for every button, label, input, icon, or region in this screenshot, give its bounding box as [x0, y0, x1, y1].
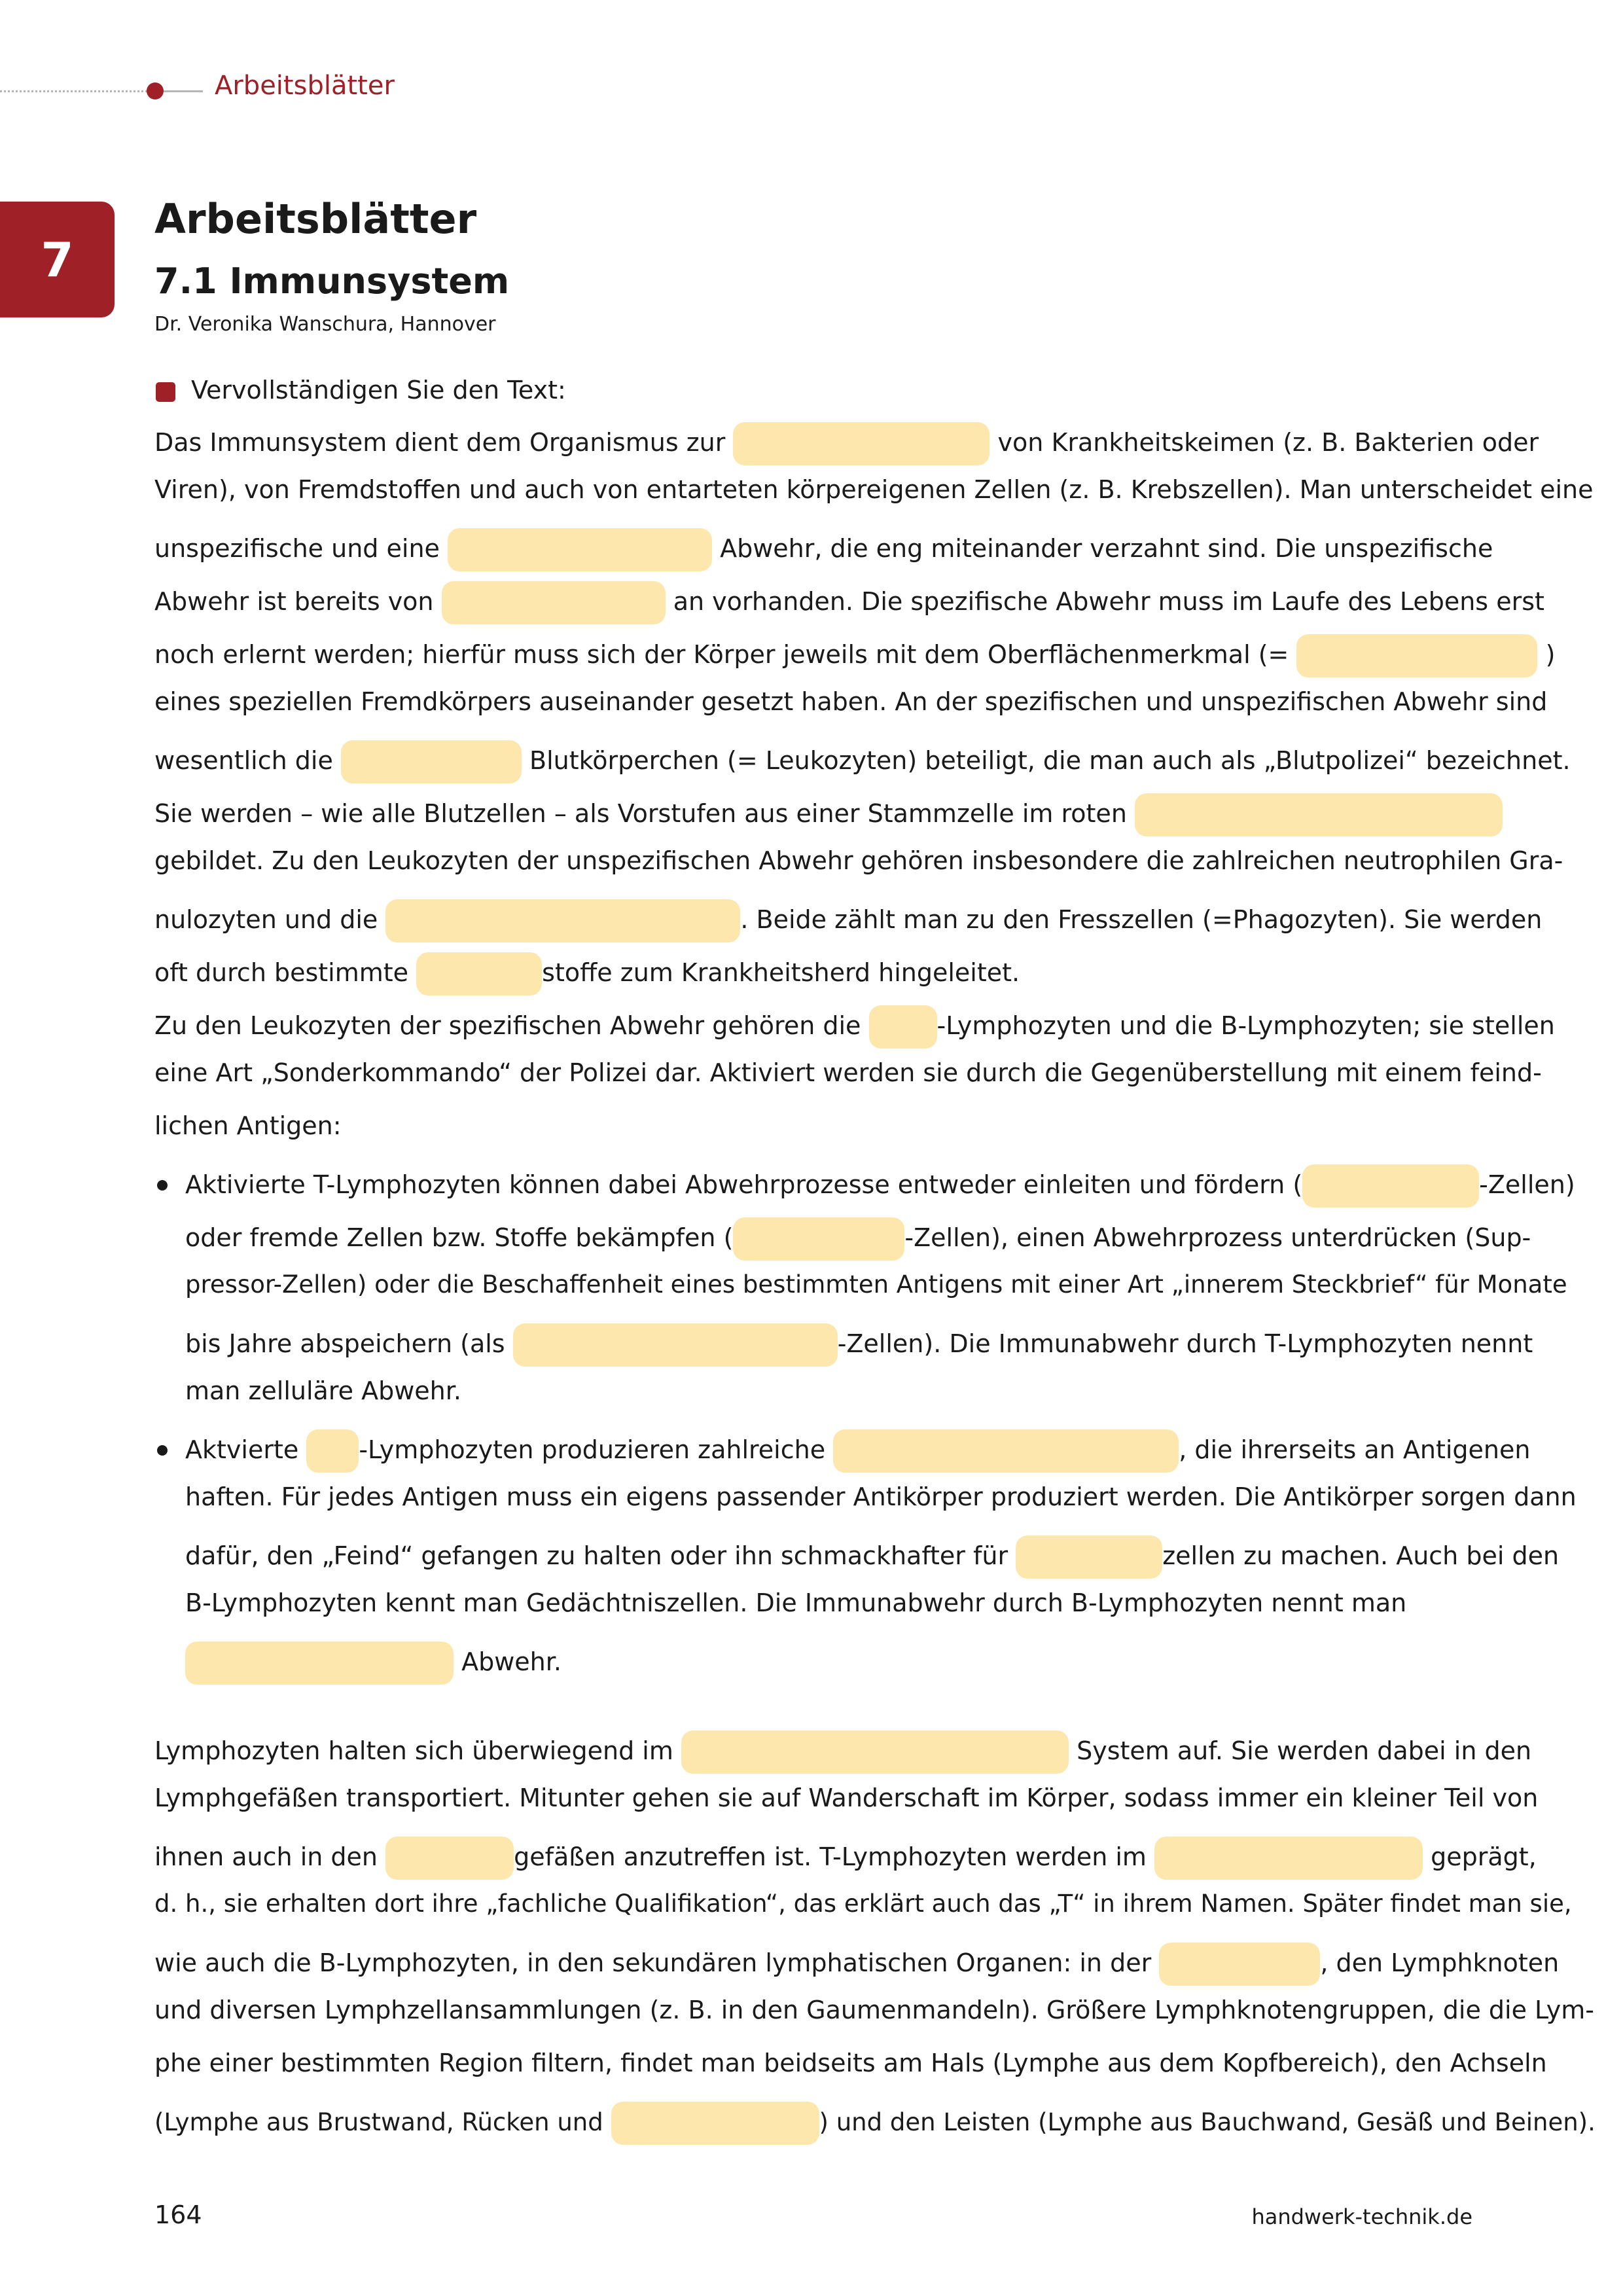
- text-line: [154, 793, 1503, 836]
- fill-blank[interactable]: [513, 1323, 838, 1367]
- text-fragment: -Zellen): [1479, 1170, 1575, 1199]
- text-fragment: unspezifische und eine: [154, 534, 440, 563]
- text-line: [154, 1005, 1555, 1049]
- text-fragment: -Zellen), einen Abwehrprozess unterdrücken (Sup-: [904, 1223, 1531, 1252]
- text-line: [185, 1164, 1575, 1208]
- text-fragment: , den Lymphknoten: [1320, 1948, 1560, 1977]
- fill-blank[interactable]: [1296, 634, 1537, 677]
- text-line: man zelluläre Abwehr.: [185, 1376, 461, 1405]
- text-line: B-Lymphozyten kennt man Gedächtniszellen. Die Immunabwehr durch B-Lymphozyten nennt man: [185, 1588, 1407, 1617]
- instruction-text: Vervollständigen Sie den Text:: [191, 376, 566, 404]
- text-fragment: gefäßen anzutreffen ist. T-Lymphozyten werden im: [514, 1842, 1147, 1871]
- fill-blank[interactable]: [869, 1005, 937, 1049]
- text-fragment: ): [1545, 640, 1556, 669]
- text-line: Lymphgefäßen transportiert. Mitunter gehen sie auf Wanderschaft im Körper, sodass immer ein kleiner Teil von: [154, 1784, 1539, 1812]
- fill-blank[interactable]: [185, 1641, 454, 1685]
- text-line: [185, 1217, 1531, 1261]
- page-number: 164: [154, 2200, 202, 2229]
- text-line: eine Art „Sonderkommando“ der Polizei dar. Aktiviert werden sie durch die Gegenüberstellung mit einem feind-: [154, 1058, 1542, 1087]
- text-line: phe einer bestimmten Region filtern, findet man beidseits am Hals (Lymphe aus dem Kopfbereich), den Achseln: [154, 2049, 1547, 2077]
- text-line: [154, 2102, 1596, 2145]
- fill-blank[interactable]: [385, 1837, 514, 1880]
- chapter-title: Arbeitsblätter: [154, 195, 477, 243]
- running-header: Arbeitsblätter: [215, 71, 395, 101]
- text-fragment: , die ihrerseits an Antigenen: [1179, 1435, 1531, 1464]
- text-fragment: dafür, den „Feind“ gefangen zu halten oder ihn schmackhafter für: [185, 1541, 1008, 1570]
- publisher-website: handwerk-technik.de: [1251, 2204, 1472, 2229]
- text-line: [154, 528, 1493, 571]
- text-fragment: bis Jahre abspeichern (als: [185, 1329, 505, 1358]
- text-line: lichen Antigen:: [154, 1111, 342, 1140]
- text-fragment: ) und den Leisten (Lymphe aus Bauchwand, Gesäß und Beinen).: [819, 2108, 1596, 2136]
- text-line: und diversen Lymphzellansammlungen (z. B. in den Gaumenmandeln). Größere Lymphknotengruppen, die die Lym-: [154, 1996, 1594, 2024]
- text-fragment: noch erlernt werden; hierfür muss sich der Körper jeweils mit dem Oberflächenmerkmal (=: [154, 640, 1289, 669]
- text-line: [154, 422, 1539, 465]
- text-line: [185, 1535, 1559, 1579]
- fill-blank[interactable]: [341, 740, 522, 783]
- fill-blank[interactable]: [611, 2102, 819, 2145]
- text-line: [185, 1429, 1530, 1473]
- fill-blank[interactable]: [1135, 793, 1503, 836]
- text-fragment: geprägt,: [1431, 1842, 1537, 1871]
- fill-blank[interactable]: [733, 1217, 904, 1261]
- text-line: [154, 1837, 1537, 1880]
- text-fragment: -Zellen). Die Immunabwehr durch T-Lymphozyten nennt: [837, 1329, 1533, 1358]
- text-line: [185, 1323, 1533, 1367]
- text-line: [185, 1641, 562, 1685]
- text-fragment: oder fremde Zellen bzw. Stoffe bekämpfen (: [185, 1223, 734, 1252]
- text-fragment: Zu den Leukozyten der spezifischen Abwehr gehören die: [154, 1011, 861, 1040]
- header-dot-marker: [147, 82, 164, 99]
- author-line: Dr. Veronika Wanschura, Hannover: [154, 313, 496, 336]
- bullet-icon: [157, 1180, 168, 1191]
- text-fragment: wesentlich die: [154, 746, 333, 775]
- fill-blank[interactable]: [1302, 1164, 1479, 1208]
- section-title: 7.1 Immunsystem: [154, 260, 510, 302]
- fill-blank[interactable]: [1016, 1535, 1162, 1579]
- fill-blank[interactable]: [681, 1731, 1069, 1774]
- fill-blank[interactable]: [448, 528, 712, 571]
- text-fragment: Aktvierte: [185, 1435, 299, 1464]
- text-line: d. h., sie erhalten dort ihre „fachliche Qualifikation“, das erklärt auch das „T“ in ihrem Namen. Später findet man sie,: [154, 1890, 1572, 1918]
- text-fragment: nulozyten und die: [154, 905, 378, 934]
- text-line: [154, 952, 1020, 996]
- text-line: haften. Für jedes Antigen muss ein eigens passender Antikörper produziert werden. Die Antikörper sorgen dann: [185, 1482, 1577, 1511]
- header-dotted-rule: [0, 90, 155, 92]
- text-line: [154, 740, 1571, 783]
- text-fragment: (Lymphe aus Brustwand, Rücken und: [154, 2108, 603, 2136]
- fill-blank[interactable]: [833, 1429, 1179, 1473]
- fill-blank[interactable]: [416, 952, 542, 996]
- text-fragment: oft durch bestimmte: [154, 958, 409, 987]
- text-line: [154, 1943, 1559, 1986]
- fill-blank[interactable]: [442, 581, 666, 624]
- text-line: Viren), von Fremdstoffen und auch von entarteten körpereigenen Zellen (z. B. Krebszellen). Man unterscheidet eine: [154, 475, 1594, 504]
- text-fragment: Lymphozyten halten sich überwiegend im: [154, 1736, 673, 1765]
- text-fragment: stoffe zum Krankheitsherd hingeleitet.: [542, 958, 1020, 987]
- text-fragment: System auf. Sie werden dabei in den: [1077, 1736, 1532, 1765]
- text-line: [154, 899, 1542, 942]
- header-rule-segment: [164, 90, 203, 92]
- text-line: gebildet. Zu den Leukozyten der unspezifischen Abwehr gehören insbesondere die zahlreichen neutrophilen Gra-: [154, 846, 1563, 875]
- text-line: [154, 634, 1555, 677]
- chapter-number-tab: 7: [0, 202, 115, 317]
- text-fragment: Abwehr.: [461, 1647, 562, 1676]
- text-fragment: zellen zu machen. Auch bei den: [1162, 1541, 1560, 1570]
- bullet-icon: [157, 1445, 168, 1456]
- text-fragment: . Beide zählt man zu den Fresszellen (=Phagozyten). Sie werden: [740, 905, 1543, 934]
- text-fragment: von Krankheitskeimen (z. B. Bakterien oder: [997, 428, 1539, 457]
- text-fragment: ihnen auch in den: [154, 1842, 378, 1871]
- text-fragment: Aktivierte T-Lymphozyten können dabei Abwehrprozesse entweder einleiten und fördern (: [185, 1170, 1303, 1199]
- text-fragment: Sie werden – wie alle Blutzellen – als Vorstufen aus einer Stammzelle im roten: [154, 799, 1127, 828]
- text-fragment: wie auch die B-Lymphozyten, in den sekundären lymphatischen Organen: in der: [154, 1948, 1152, 1977]
- text-fragment: an vorhanden. Die spezifische Abwehr muss im Laufe des Lebens erst: [673, 587, 1544, 616]
- fill-blank[interactable]: [385, 899, 740, 942]
- fill-blank[interactable]: [733, 422, 990, 465]
- text-fragment: Abwehr, die eng miteinander verzahnt sind. Die unspezifische: [720, 534, 1493, 563]
- text-fragment: -Lymphozyten produzieren zahlreiche: [359, 1435, 826, 1464]
- fill-blank[interactable]: [1154, 1837, 1423, 1880]
- instruction-marker-icon: [156, 382, 175, 402]
- text-line: [154, 581, 1544, 624]
- text-fragment: Das Immunsystem dient dem Organismus zur: [154, 428, 726, 457]
- text-line: pressor-Zellen) oder die Beschaffenheit eines bestimmten Antigens mit einer Art „innerem Steckbrief“ für Monate: [185, 1270, 1567, 1299]
- fill-blank[interactable]: [306, 1429, 359, 1473]
- text-fragment: -Lymphozyten und die B-Lymphozyten; sie stellen: [936, 1011, 1555, 1040]
- text-line: [154, 1731, 1531, 1774]
- text-line: eines speziellen Fremdkörpers auseinander gesetzt haben. An der spezifischen und unspezifischen Abwehr sind: [154, 687, 1548, 716]
- fill-blank[interactable]: [1159, 1943, 1320, 1986]
- text-fragment: Blutkörperchen (= Leukozyten) beteiligt, die man auch als „Blutpolizei“ bezeichnet.: [529, 746, 1571, 775]
- text-fragment: Abwehr ist bereits von: [154, 587, 434, 616]
